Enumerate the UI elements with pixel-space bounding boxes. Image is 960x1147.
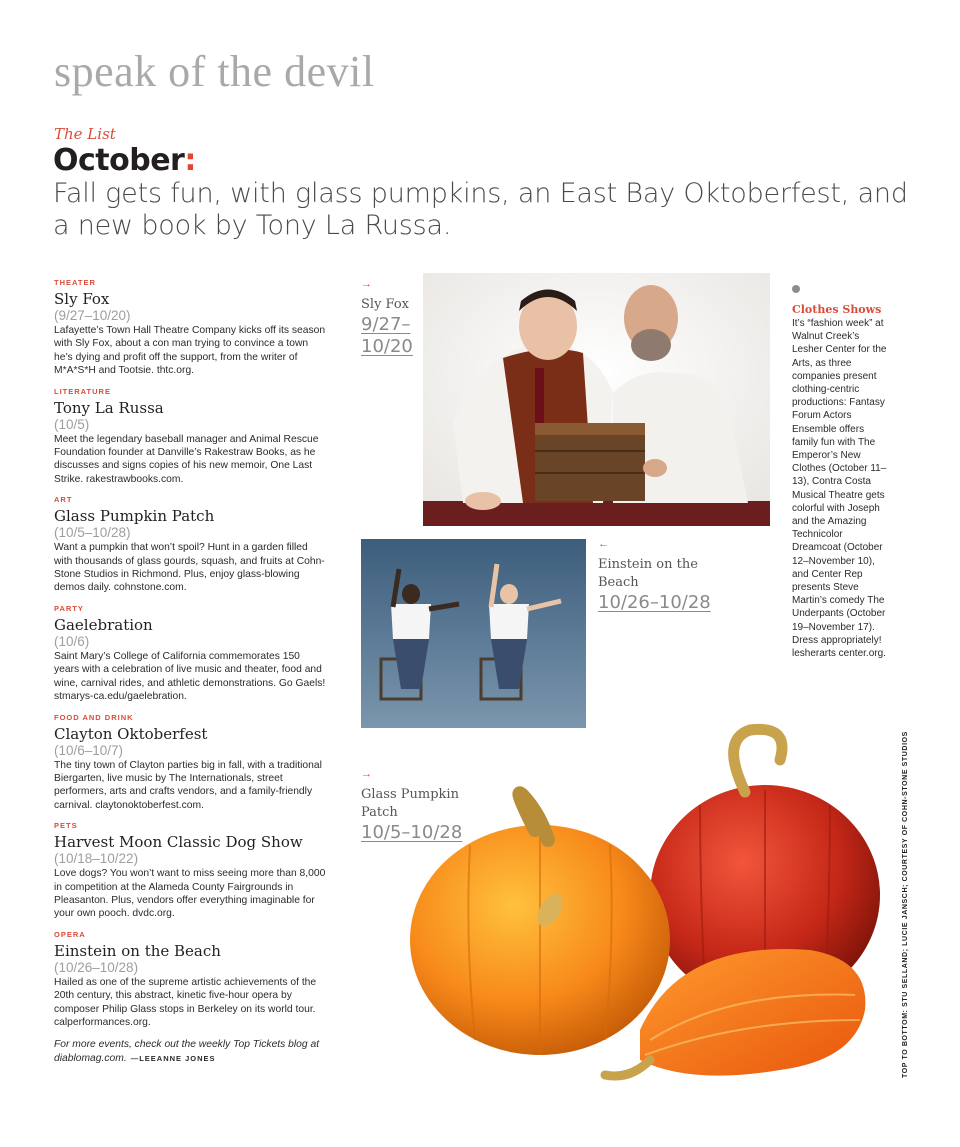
page-title	[53, 143, 196, 178]
caption-date: 10/5–10/28	[361, 822, 463, 843]
actors-illustration	[423, 273, 770, 526]
events-list	[54, 278, 326, 1065]
arrow-right-icon: →	[361, 278, 372, 290]
title-colon: :	[184, 143, 196, 178]
month-label: October	[53, 143, 185, 178]
pumpkins-illustration	[400, 720, 890, 1110]
sidebar-body: It’s “fashion week” at Walnut Creek’s Lesher Center for the Arts, as three companies present clothing-centric productions: Fantasy Forum Actors Ensemble offers family fun with The Emperor’s New Clothes (October 11–13), Contra Costa Musical Theatre gets colorful with Joseph and the Amazing Technicolor Dreamcoat (October 12–November 10), and Center Rep presents Steve Martin’s comedy The Underpants (October 19–November 17). Dress appropriately! lesherarts center.org.	[792, 318, 887, 660]
bullet-icon	[792, 285, 800, 293]
caption-einstein	[598, 538, 738, 614]
event-item	[54, 495, 326, 595]
caption-date: 9/27–10/20	[361, 314, 413, 357]
event-description: Hailed as one of the supreme artistic achievements of the 20th century, this abstract, kinetic five-hour opera by composer Philip Glass stops in Berkeley on its world tour. calperformances.org.	[54, 976, 317, 1028]
byline: —LEEANNE JONES	[130, 1053, 216, 1063]
event-description: Lafayette’s Town Hall Theatre Company kicks off its season with Sly Fox, about a con man trying to convince a town he’s dying and profit off the support, from the writer of M*A*S*H and Tootsie. thtc.org.	[54, 325, 326, 377]
event-item	[54, 387, 326, 487]
event-date: (10/18–10/22)	[54, 851, 139, 867]
event-date: (10/6–10/7)	[54, 742, 124, 758]
event-item	[54, 604, 326, 704]
list-tag: The List	[54, 125, 116, 143]
event-description: Meet the legendary baseball manager and Animal Rescue Foundation founder at Danville’s Rakestraw Books, as he discusses and signs copies of his new memoir, One Last Strike. rakestrawbooks.com.	[54, 433, 319, 485]
event-title: Tony La Russa	[54, 398, 164, 417]
event-description: Saint Mary’s College of California commemorates 150 years with a celebration of live music and theater, food and wine, carnival rides, and athletic demonstrations. Go Gaels! stmarys-ca.edu/gaelebration.	[54, 650, 326, 703]
event-date: (10/26–10/28)	[54, 959, 139, 975]
event-category: THEATER	[54, 278, 96, 287]
event-category: LITERATURE	[54, 386, 111, 396]
sidebar-title: Clothes Shows	[792, 303, 882, 316]
sidebar-clothes-shows	[792, 285, 892, 660]
footer-note	[54, 1038, 326, 1065]
glass-pumpkins-photo	[400, 720, 890, 1110]
dancers-illustration	[361, 539, 586, 728]
event-description: The tiny town of Clayton parties big in fall, with a traditional Biergarten, live music by The Internationals, street performers, arts and crafts vendors, and a family-friendly carnival. claytonoktoberfest.com.	[54, 759, 322, 811]
caption-title: Glass Pumpkin Patch	[361, 787, 459, 820]
event-title: Sly Fox	[54, 290, 110, 308]
event-category: ART	[54, 495, 73, 505]
masthead: speak of the devil	[54, 47, 375, 96]
sly-fox-photo	[423, 273, 770, 526]
event-date: (9/27–10/20)	[54, 308, 131, 323]
event-item	[54, 930, 326, 1030]
event-title: Harvest Moon Classic Dog Show	[54, 833, 303, 852]
event-item	[54, 821, 326, 921]
event-category: FOOD AND DRINK	[54, 712, 134, 722]
arrow-left-icon: ←	[598, 538, 609, 550]
footer-note-text: For more events, check out the weekly Top Tickets blog at diablomag.com.	[54, 1039, 320, 1064]
event-item	[54, 713, 326, 813]
event-item	[54, 278, 326, 378]
caption-title: Sly Fox	[361, 297, 410, 312]
photo-credit: TOP TO BOTTOM: STU SELLAND; LUCIE JANSCH; COURTESY OF COHN-STONE STUDIOS	[902, 731, 909, 1078]
event-title: Glass Pumpkin Patch	[54, 507, 215, 526]
deck-text: Fall gets fun, with glass pumpkins, an East Bay Oktoberfest, and a new book by Tony La Russa.	[53, 178, 908, 241]
event-description: Love dogs? You won’t want to miss seeing more than 8,000 in competition at the Alameda County Fairgrounds in Pleasanton. Plus, vendors offer everything imaginable for your own pooch. dvdc.org.	[54, 868, 326, 920]
event-category: OPERA	[54, 929, 86, 939]
event-date: (10/5)	[54, 416, 90, 432]
event-category: PETS	[54, 821, 78, 831]
arrow-right-icon: →	[361, 768, 372, 780]
caption-date: 10/26–10/28	[598, 592, 711, 613]
event-category: PARTY	[54, 603, 84, 613]
event-title: Einstein on the Beach	[54, 941, 221, 960]
event-title: Gaelebration	[54, 615, 153, 634]
einstein-photo	[361, 539, 586, 728]
event-date: (10/5–10/28)	[54, 525, 131, 541]
event-title: Clayton Oktoberfest	[54, 724, 208, 743]
event-description: Want a pumpkin that won’t spoil? Hunt in a garden filled with thousands of glass gourds, squash, and fruits at Cohn-Stone Studios in Richmond. Plus, enjoy glass-blowing demos daily. cohnstone.com.	[54, 542, 325, 594]
caption-title: Einstein on the Beach	[598, 557, 698, 590]
event-date: (10/6)	[54, 633, 90, 649]
caption-sly-fox	[361, 278, 421, 358]
